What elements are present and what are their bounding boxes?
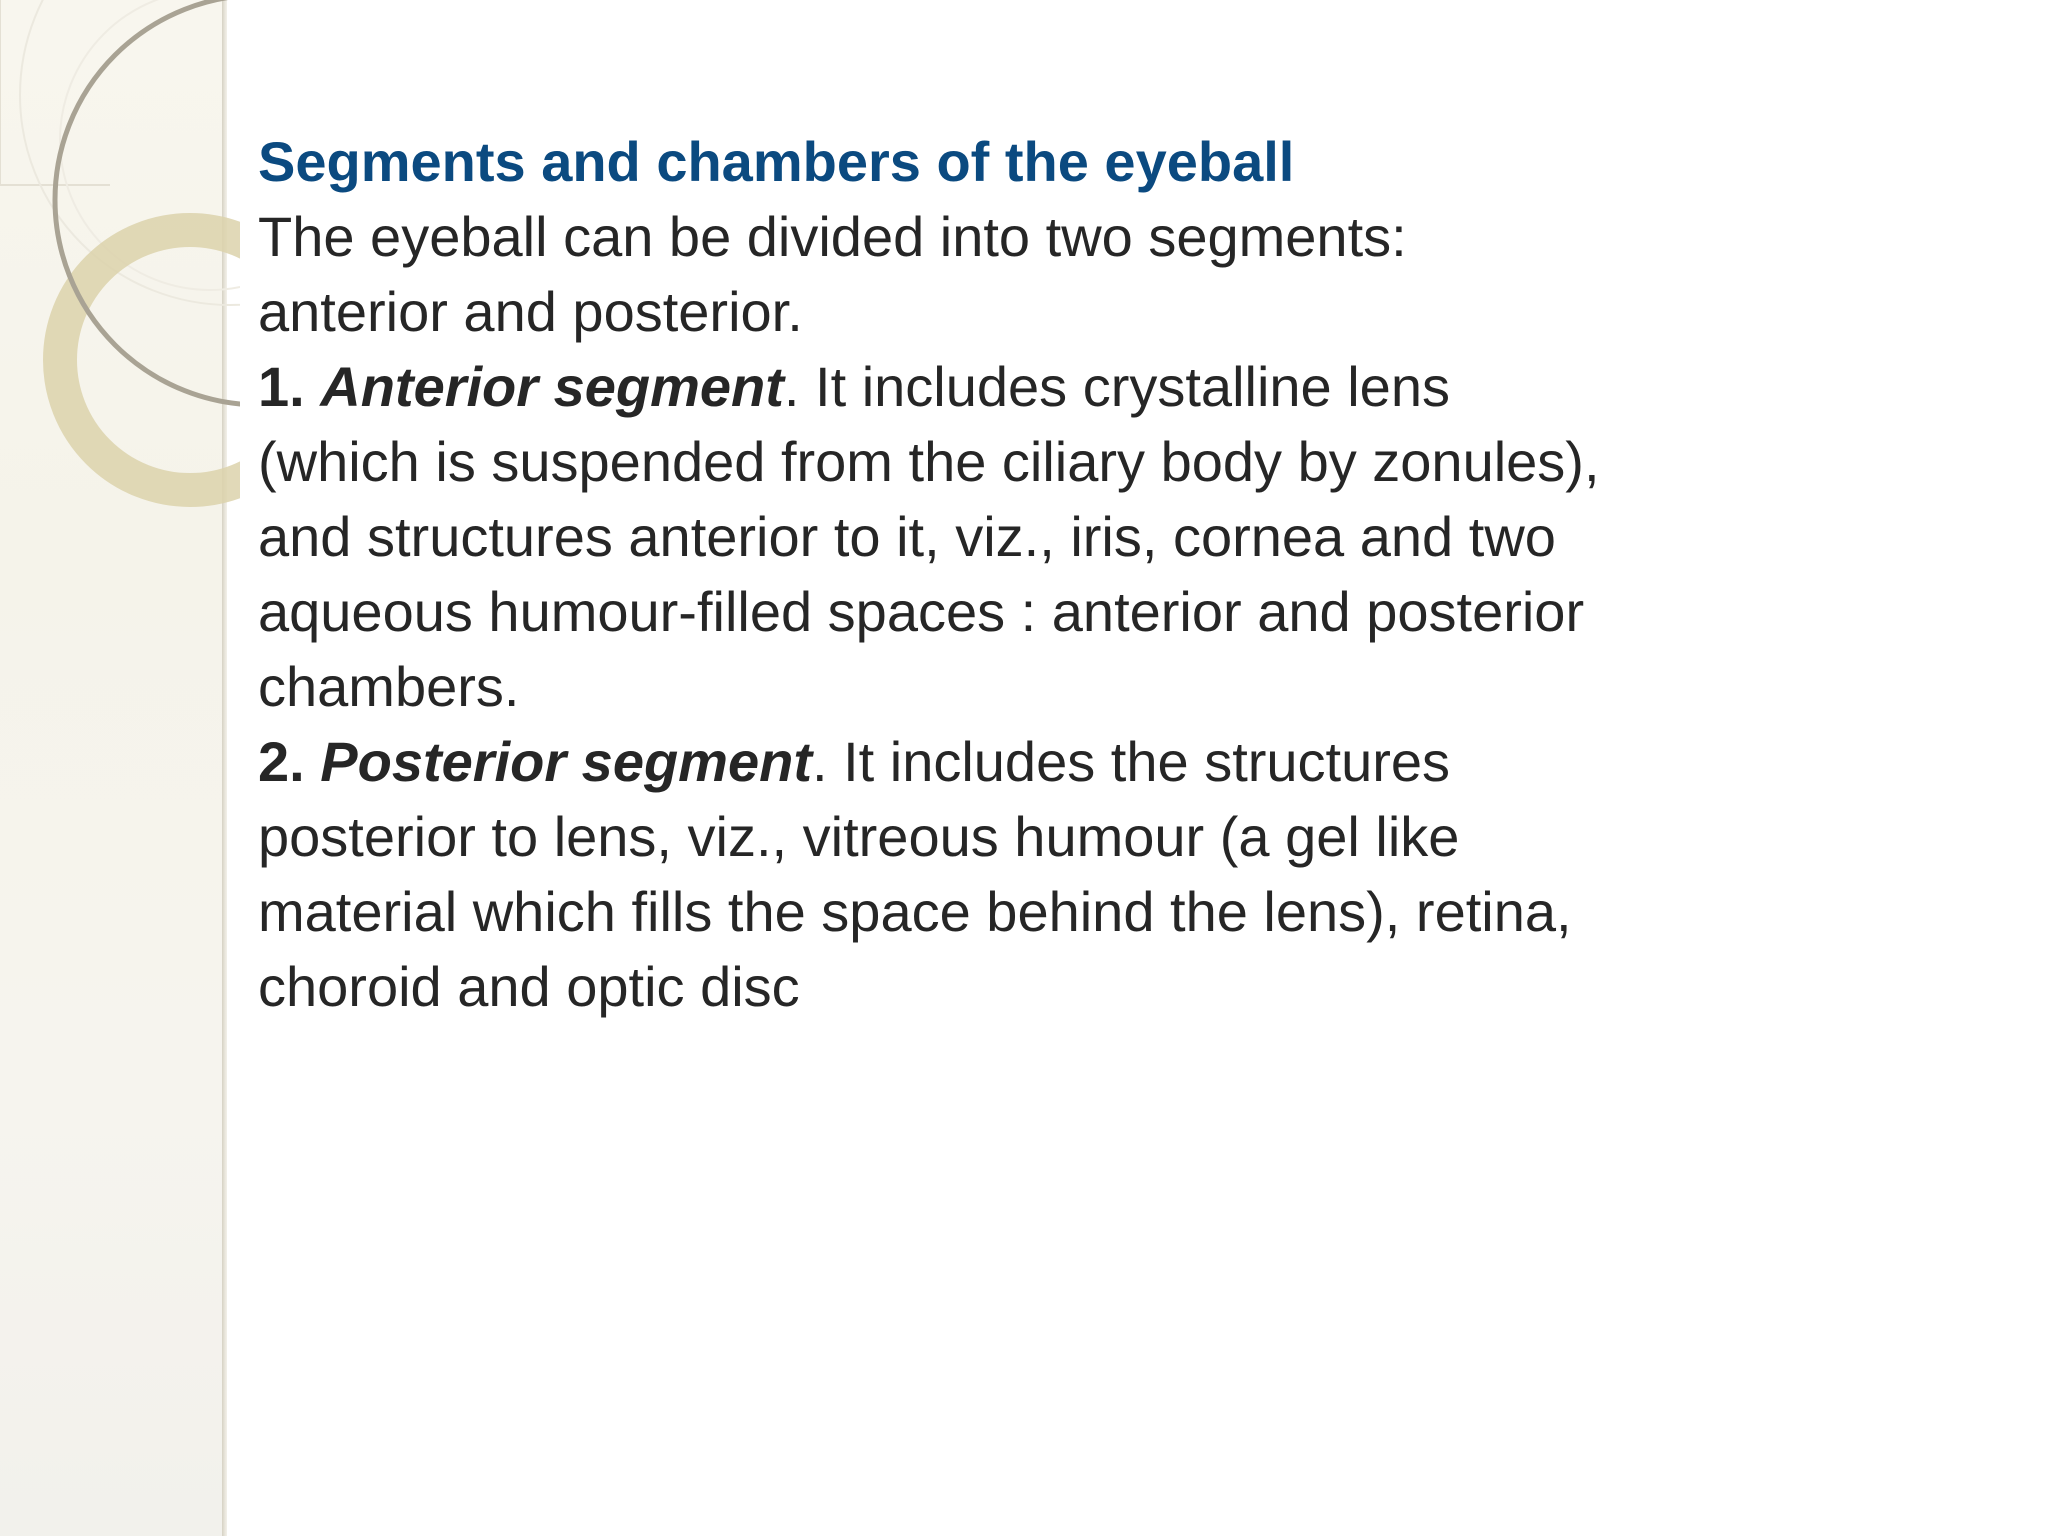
item-1-number: 1. bbox=[258, 355, 305, 418]
side-panel-border bbox=[222, 0, 227, 1536]
intro-line-2: anterior and posterior. bbox=[258, 280, 803, 343]
item-1-line-5: chambers. bbox=[258, 655, 520, 718]
item-2-line-3: material which fills the space behind the lens), retina, bbox=[258, 880, 1572, 943]
item-2-first-line bbox=[258, 724, 1958, 799]
item-2-term: Posterior segment bbox=[320, 730, 812, 793]
item-2-line-4: choroid and optic disc bbox=[258, 955, 800, 1018]
item-1-line-3: and structures anterior to it, viz., iris, cornea and two bbox=[258, 505, 1556, 568]
item-1-line-4: aqueous humour-filled spaces : anterior and posterior bbox=[258, 580, 1585, 643]
item-1-term: Anterior segment bbox=[320, 355, 784, 418]
side-decoration-panel bbox=[0, 0, 222, 1536]
item-1-first-line bbox=[258, 349, 1958, 424]
item-2-first-line-rest: . It includes the structures bbox=[811, 730, 1451, 793]
item-1-line-2: (which is suspended from the ciliary body by zonules), bbox=[258, 430, 1600, 493]
item-1-first-line-rest: . It includes crystalline lens bbox=[783, 355, 1450, 418]
item-2-line-2: posterior to lens, viz., vitreous humour (a gel like bbox=[258, 805, 1460, 868]
intro-line-1: The eyeball can be divided into two segments: bbox=[258, 205, 1407, 268]
slide-content bbox=[258, 124, 1958, 1024]
item-2-number: 2. bbox=[258, 730, 305, 793]
slide-title: Segments and chambers of the eyeball bbox=[258, 130, 1295, 193]
